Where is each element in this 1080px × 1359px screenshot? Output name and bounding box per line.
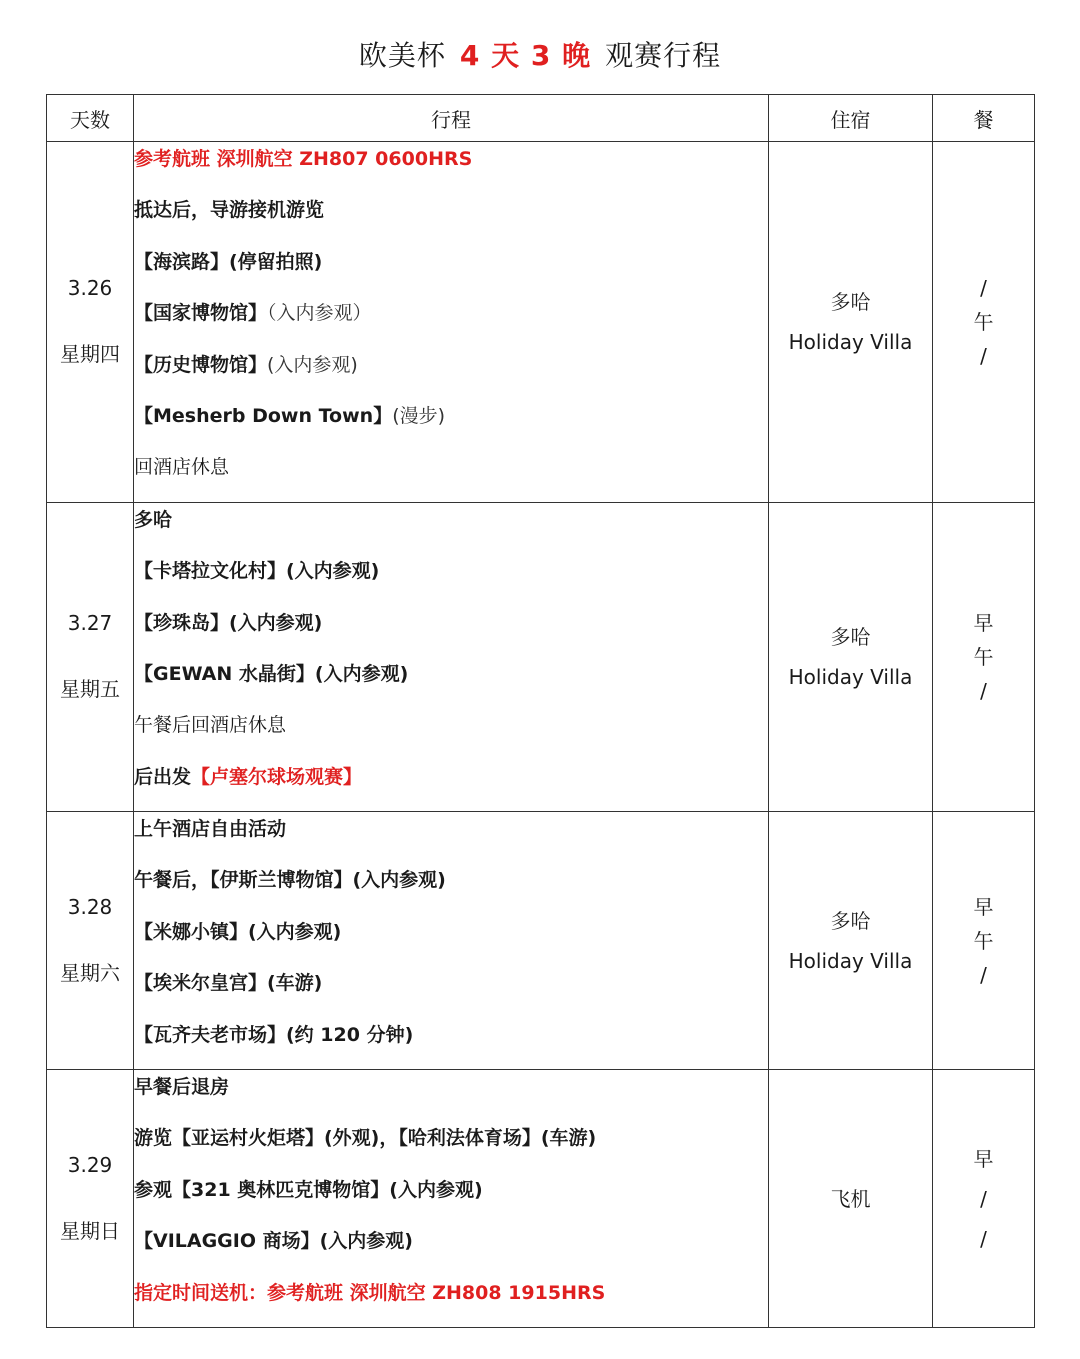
hotel-name: Holiday Villa — [788, 948, 913, 973]
title-highlight: 4 天 3 晚 — [459, 39, 592, 72]
plan-line — [134, 348, 768, 399]
header-meal: 餐 — [933, 95, 1035, 142]
hotel-city: 多哈 — [830, 908, 871, 933]
header-hotel: 住宿 — [769, 95, 933, 142]
plan-line: 【海滨路】(停留拍照) — [134, 250, 323, 273]
header-day: 天数 — [47, 95, 134, 142]
hotel-cell — [769, 812, 933, 1070]
meal-breakfast: 早 — [973, 1146, 994, 1171]
day-cell — [47, 502, 134, 811]
meal-dinner: / — [980, 1226, 987, 1251]
meal-dinner: / — [980, 678, 987, 703]
day-weekday: 星期六 — [60, 961, 120, 986]
hotel-name: Holiday Villa — [788, 329, 913, 354]
plan-cell — [134, 812, 769, 1070]
plan-line: 【卡塔拉文化村】(入内参观) — [134, 560, 380, 583]
plan-line: 午餐后，【伊斯兰博物馆】(入内参观) — [134, 869, 446, 892]
plan-line — [134, 760, 768, 811]
plan-line-main: 【Mesherb Down Town】 — [134, 404, 393, 427]
title-prefix: 欧美杯 — [358, 39, 446, 72]
meal-dinner: / — [980, 962, 987, 987]
plan-line: 回酒店休息 — [134, 456, 230, 479]
title-suffix: 观赛行程 — [605, 39, 722, 72]
plan-line-note: (入内参观) — [267, 353, 358, 376]
meal-breakfast: / — [980, 275, 987, 300]
plan-line: 多哈 — [134, 508, 173, 531]
table-header-row — [47, 95, 1035, 142]
hotel-cell — [769, 1070, 933, 1328]
meal-lunch: 午 — [973, 644, 994, 669]
meal-cell — [933, 1070, 1035, 1328]
plan-line: 【埃米尔皇宫】(车游) — [134, 972, 323, 995]
plan-cell — [134, 502, 769, 811]
meal-dinner: / — [980, 343, 987, 368]
plan-line-main: 【历史博物馆】 — [134, 353, 268, 376]
plan-line: 指定时间送机：参考航班 深圳航空 ZH808 1915HRS — [134, 1281, 606, 1304]
plan-line: 游览【亚运村火炬塔】(外观)，【哈利法体育场】(车游) — [134, 1127, 597, 1150]
table-row — [47, 142, 1035, 503]
plan-line — [134, 296, 768, 347]
meal-cell — [933, 502, 1035, 811]
meal-cell — [933, 812, 1035, 1070]
day-date: 3.29 — [67, 1153, 113, 1177]
day-weekday: 星期日 — [60, 1219, 120, 1243]
plan-line: 参观【321 奥林匹克博物馆】(入内参观) — [134, 1178, 483, 1201]
day-weekday: 星期四 — [60, 342, 120, 367]
meal-breakfast: 早 — [973, 610, 994, 635]
hotel-name: Holiday Villa — [788, 664, 913, 689]
itinerary-table — [46, 94, 1035, 1328]
plan-line-highlight: 【卢塞尔球场观赛】 — [191, 765, 363, 788]
table-row — [47, 502, 1035, 811]
plan-line-note: (漫步) — [392, 404, 446, 427]
plan-line: 【米娜小镇】(入内参观) — [134, 920, 342, 943]
day-cell — [47, 142, 134, 503]
plan-line-main: 后出发 — [134, 765, 192, 788]
plan-line — [134, 399, 768, 450]
hotel-city: 多哈 — [830, 289, 871, 314]
plan-line: 【GEWAN 水晶街】(入内参观) — [134, 662, 409, 685]
meal-lunch: / — [980, 1186, 987, 1211]
hotel-cell — [769, 502, 933, 811]
plan-cell — [134, 142, 769, 503]
plan-line: 早餐后退房 — [134, 1076, 230, 1099]
header-plan: 行程 — [134, 95, 769, 142]
plan-line: 【VILAGGIO 商场】(入内参观) — [134, 1230, 413, 1253]
hotel-city: 飞机 — [830, 1186, 871, 1211]
plan-line: 【瓦齐夫老市场】(约 120 分钟) — [134, 1023, 414, 1046]
day-cell — [47, 1070, 134, 1328]
plan-line: 参考航班 深圳航空 ZH807 0600HRS — [134, 148, 473, 170]
plan-line: 【珍珠岛】(入内参观) — [134, 611, 323, 634]
meal-cell — [933, 142, 1035, 503]
plan-line-main: 【国家博物馆】 — [134, 302, 268, 325]
table-row — [47, 812, 1035, 1070]
day-date: 3.27 — [67, 611, 113, 636]
plan-line: 抵达后，导游接机游览 — [134, 199, 325, 222]
meal-breakfast: 早 — [973, 894, 994, 919]
plan-line: 上午酒店自由活动 — [134, 818, 287, 841]
page-title — [0, 34, 1080, 74]
day-date: 3.28 — [67, 895, 113, 920]
hotel-city: 多哈 — [830, 624, 871, 649]
plan-line: 午餐后回酒店休息 — [134, 714, 287, 737]
plan-line-note: （入内参观） — [267, 302, 372, 325]
hotel-cell — [769, 142, 933, 503]
day-weekday: 星期五 — [60, 677, 120, 702]
plan-cell — [134, 1070, 769, 1328]
day-cell — [47, 812, 134, 1070]
meal-lunch: 午 — [973, 309, 994, 334]
day-date: 3.26 — [67, 276, 113, 301]
meal-lunch: 午 — [973, 928, 994, 953]
table-row — [47, 1070, 1035, 1328]
